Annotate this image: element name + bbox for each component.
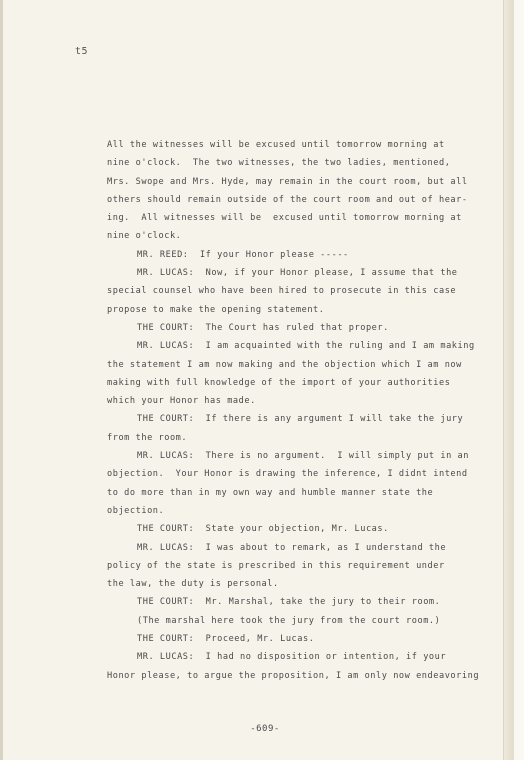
transcript-line: policy of the state is prescribed in this requirement under	[107, 560, 445, 571]
corner-mark: t5	[75, 46, 89, 57]
transcript-line: THE COURT: Mr. Marshal, take the jury to their room.	[137, 597, 441, 608]
transcript-line: THE COURT: The Court has ruled that proper.	[137, 322, 389, 333]
page-margin-strip	[514, 0, 524, 760]
transcript-line: propose to make the opening statement.	[107, 304, 325, 315]
transcript-line: MR. LUCAS: Now, if your Honor please, I assume that the	[137, 268, 458, 279]
transcript-line: MR. LUCAS: I was about to remark, as I understand the	[137, 542, 447, 553]
transcript-line: Mrs. Swope and Mrs. Hyde, may remain in the court room, but all	[107, 176, 468, 187]
transcript-line: ing. All witnesses will be excused until tomorrow morning at	[107, 213, 462, 224]
transcript-line: MR. LUCAS: I am acquainted with the ruling and I am making	[137, 341, 475, 352]
transcript-line: which your Honor has made.	[107, 396, 256, 407]
transcript-line: THE COURT: State your objection, Mr. Lucas.	[137, 524, 389, 535]
transcript-line: objection.	[107, 505, 165, 516]
page-edge	[503, 0, 514, 760]
transcript-line: special counsel who have been hired to prosecute in this case	[107, 286, 457, 297]
transcript-body	[107, 136, 497, 685]
transcript-line: nine o'clock.	[107, 231, 182, 242]
transcript-line: THE COURT: If there is any argument I will take the jury	[137, 414, 464, 425]
transcript-line: from the room.	[107, 432, 188, 443]
transcript-line: nine o'clock. The two witnesses, the two ladies, mentioned,	[107, 158, 451, 169]
transcript-line: (The marshal here took the jury from the court room.)	[137, 615, 441, 626]
transcript-line: the law, the duty is personal.	[107, 579, 279, 590]
transcript-line: objection. Your Honor is drawing the inference, I didnt intend	[107, 469, 468, 480]
transcript-line: MR. LUCAS: There is no argument. I will simply put in an	[137, 451, 469, 462]
transcript-line: the statement I am now making and the objection which I am now	[107, 359, 462, 370]
transcript-line: All the witnesses will be excused until tomorrow morning at	[107, 140, 445, 150]
transcript-line: THE COURT: Proceed, Mr. Lucas.	[137, 634, 315, 645]
transcript-line: making with full knowledge of the import of your authorities	[107, 377, 451, 388]
transcript-line: Honor please, to argue the proposition, I am only now endeavoring	[107, 670, 480, 681]
page-number: -609-	[250, 724, 280, 734]
transcript-line: MR. REED: If your Honor please -----	[137, 249, 349, 260]
transcript-line: MR. LUCAS: I had no disposition or intention, if your	[137, 652, 447, 663]
transcript-line: to do more than in my own way and humble manner state the	[107, 487, 434, 498]
transcript-line: others should remain outside of the court room and out of hear-	[107, 194, 468, 205]
